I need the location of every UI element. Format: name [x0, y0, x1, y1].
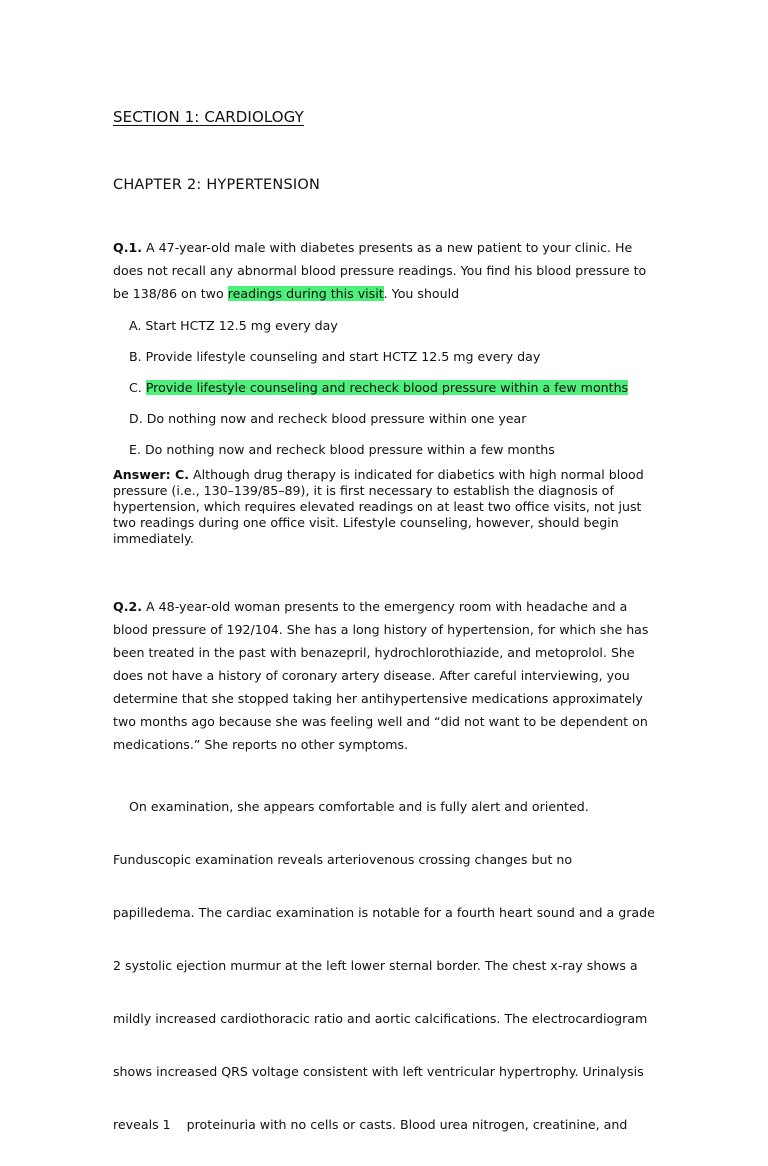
answer-line: hypertension, which requires elevated readings on at least two office visits, not just [113, 499, 642, 514]
question-2-line-1 [113, 595, 643, 618]
question-1-label: Q.1. [113, 240, 143, 255]
question-2-label: Q.2. [113, 599, 143, 614]
option-c [129, 379, 628, 397]
option-letter: D. [129, 411, 147, 426]
answer-line [113, 467, 643, 483]
question-2-line: determine that she stopped taking her antihypertensive medications approximately [113, 691, 643, 706]
answer-label: Answer: C. [113, 467, 190, 482]
answer-line: pressure (i.e., 130–139/85–89), it is first necessary to establish the diagnosis of [113, 483, 614, 498]
question-1-line-3 [113, 282, 643, 305]
option-letter: C. [129, 380, 146, 395]
answer-1 [113, 467, 643, 547]
section-title: SECTION 1: CARDIOLOGY [113, 108, 304, 126]
exam-line: papilledema. The cardiac examination is notable for a fourth heart sound and a grade [113, 905, 655, 920]
question-1-line-1 [113, 236, 643, 259]
question-1-line-1-text: A 47-year-old male with diabetes presents as a new patient to your clinic. He [142, 240, 633, 255]
option-a [129, 317, 338, 335]
answer-line: two readings during one office visit. Lifestyle counseling, however, should begin [113, 515, 619, 530]
exam-line: On examination, she appears comfortable and is fully alert and oriented. [113, 799, 589, 814]
question-2-line: medications.” She reports no other symptoms. [113, 737, 409, 752]
question-1-stem [113, 236, 647, 305]
question-2-line: blood pressure of 192/104. She has a long history of hypertension, for which she has [113, 622, 649, 637]
exam-line: 2 systolic ejection murmur at the left lower sternal border. The chest x-ray shows a [113, 958, 638, 973]
option-d [129, 410, 526, 428]
question-1-line-3-post: . You should [383, 286, 460, 301]
chapter-title: CHAPTER 2: HYPERTENSION [113, 177, 321, 193]
question-2-line: does not have a history of coronary artery disease. After careful interviewing, you [113, 668, 630, 683]
option-letter: A. [129, 318, 146, 333]
option-text: Do nothing now and recheck blood pressure within a few months [144, 442, 555, 457]
option-text: Start HCTZ 12.5 mg every day [145, 318, 338, 333]
highlighted-text: readings during this visit [227, 286, 384, 301]
option-e [129, 441, 555, 459]
question-2-line: been treated in the past with benazepril, hydrochlorothiazide, and metoprolol. She [113, 645, 635, 660]
option-letter: B. [129, 349, 146, 364]
option-text: Provide lifestyle counseling and start HCTZ 12.5 mg every day [145, 349, 541, 364]
exam-line: shows increased QRS voltage consistent with left ventricular hypertrophy. Urinalysis [113, 1064, 644, 1079]
question-2-stem [113, 595, 649, 756]
answer-text: Although drug therapy is indicated for diabetics with high normal blood [189, 467, 644, 482]
question-2-line-1-text: A 48-year-old woman presents to the emergency room with headache and a [142, 599, 628, 614]
exam-line: Funduscopic examination reveals arteriovenous crossing changes but no [113, 852, 573, 867]
option-b [129, 348, 540, 366]
exam-line: reveals 1 proteinuria with no cells or casts. Blood urea nitrogen, creatinine, and [113, 1117, 628, 1132]
question-1-line-3-pre: be 138/86 on two [113, 286, 228, 301]
question-2-line: two months ago because she was feeling well and “did not want to be dependent on [113, 714, 648, 729]
exam-line: mildly increased cardiothoracic ratio and aortic calcifications. The electrocardiogram [113, 1011, 648, 1026]
question-1-line-2: does not recall any abnormal blood pressure readings. You find his blood pressure to [113, 263, 647, 278]
option-letter: E. [129, 442, 145, 457]
question-2-exam [113, 765, 655, 1166]
option-text: Do nothing now and recheck blood pressure within one year [146, 411, 527, 426]
answer-line: immediately. [113, 531, 194, 546]
option-text-highlighted: Provide lifestyle counseling and recheck blood pressure within a few months [145, 380, 629, 395]
